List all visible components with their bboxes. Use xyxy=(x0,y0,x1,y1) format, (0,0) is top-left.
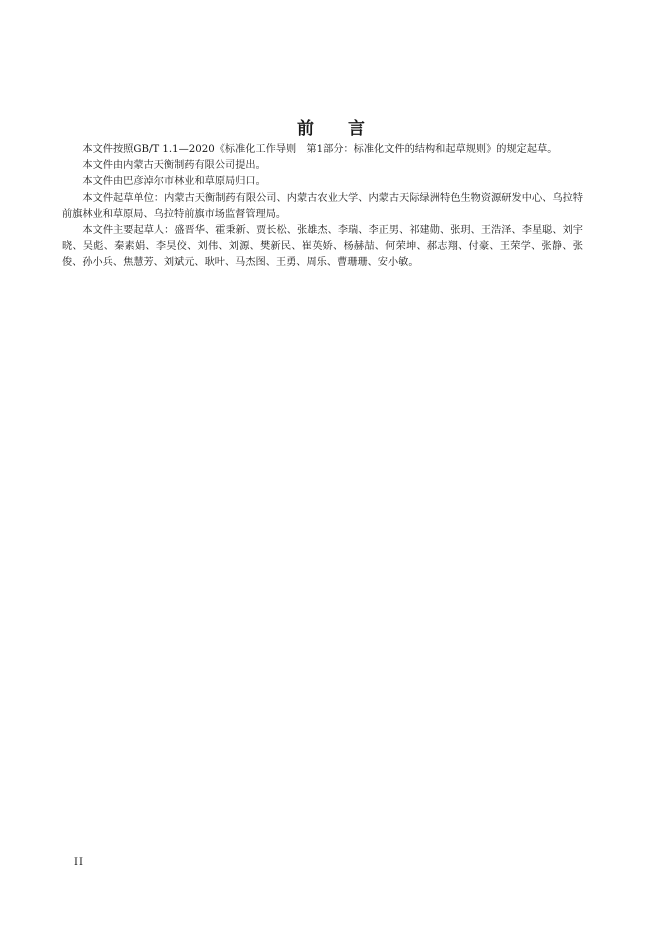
preface-title-char-1: 前 xyxy=(297,119,314,139)
paragraph-drafters: 本文件主要起草人：盛晋华、霍秉新、贾长松、张雄杰、李瑞、李正男、祁建勋、张玥、王浩泽、李星聪、刘宇晓、吴彪、秦素娟、李昊佼、刘伟、刘源、樊新民、崔英娇、杨赫喆、何荣坤、郝志翔、付豪、王荣学、张静、张俊、孙小兵、焦慧芳、刘斌元、耿叶、马杰图、王勇、周乐、曹珊珊、安小敏。 xyxy=(62,225,583,269)
paragraph-proposer: 本文件由内蒙古天衡制药有限公司提出。 xyxy=(82,160,266,172)
paragraph-standard-basis: 本文件按照GB/T 1.1—2020《标准化工作导则 第1部分：标准化文件的结构和起草规则》的规定起草。 xyxy=(82,144,558,155)
page-number: II xyxy=(74,857,84,868)
preface-body xyxy=(62,142,583,272)
paragraph-drafting-units: 本文件起草单位：内蒙古天衡制药有限公司、内蒙古农业大学、内蒙古天际绿洲特色生物资源研发中心、乌拉特前旗林业和草原局、乌拉特前旗市场监督管理局。 xyxy=(62,192,583,220)
preface-title xyxy=(0,114,662,139)
preface-title-char-2: 言 xyxy=(348,119,365,139)
paragraph-administrator: 本文件由巴彦淖尔市林业和草原局归口。 xyxy=(82,176,266,188)
